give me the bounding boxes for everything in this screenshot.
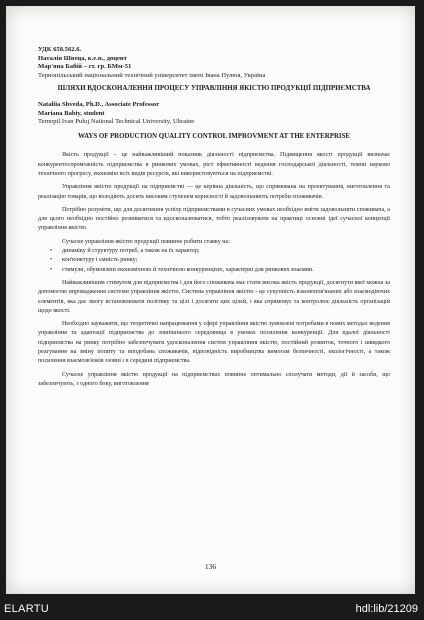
article-content [38, 46, 390, 389]
paragraph-6: Необхідно зауважити, що теоретичні напрацювання у сфері управління якістю зумовлені потребами в нових методах ведення управління та адаптації підприємства до зовнішнього середовища в умовах посилення конкуренції. Для вдалої діяльності підприємства на ринку потрібно забезпечувати удосконалення систем управління якістю, постійний розвиток, точного і швидкого реагування на зміну попиту та вподобань споживачів, відповідність виробництва вимогам безпечності, екологічності, а також посилення взаємозв'язків ззовні і в середині підприємства. [38, 321, 390, 365]
list-item: • стимули, обумовлені економічною й технічною конкуренцією, характерні для ринкових взаємин. [38, 266, 390, 275]
author-1-ua: Наталія Швеца, к.е.н., доцент [38, 54, 127, 62]
udc-code: УДК 658.562.6. [38, 46, 82, 53]
list-item: • кон'юнктуру і ємність ринку; [38, 256, 390, 265]
university-en: Ternopil Ivan Puluj National Technical University, Ukraine [38, 118, 195, 126]
paragraph-7: Сучасне управління якістю продукції на підприємствах повинне оптимально сполучати методи, дії й засоби, що забезпечують, з одного боку, виготовлення [38, 371, 390, 387]
author-1-en: Nataliia Shveda, Ph.D., Associate Professor [38, 100, 160, 108]
handle-identifier: hdl:lib/21209 [355, 603, 418, 615]
bullet-icon: • [50, 266, 53, 273]
paragraph-1: Якість продукції – це найважливіший показник діяльності підприємства. Підвищення якості продукції визначає конкурентоспроможність підприємства в ринкових умовах, ріст ефективності ведення господарської діяльності, темпи науково технічного прогресу, економію всіх видів ресурсів, які використовуються на підприємстві. [38, 152, 390, 177]
author-2-ua: Мар'яна Бабій – ст. гр. БМм-51 [38, 63, 132, 71]
paragraph-5: Найважливішим стимулом для підприємства і для його споживача має стати висока якість продукції, досягнути якої можна за допомогою впровадження системи управління якістю. Система управління якістю - це сукупність взаємопов'язаних або взаємодіючих елементів, яка дає змогу встановлювати політику та цілі і досягати цих цілей, і яка спрямовує та контролює діяльність організацій щодо якості. [38, 279, 390, 314]
bullet-icon: • [50, 248, 53, 255]
university-ua: Тернопільський національний технічний університет імені Івана Пулюя, Україна [38, 71, 266, 79]
document-page [6, 6, 415, 594]
author-2-en: Mariana Babiy, student [38, 109, 105, 117]
paragraph-3: Потрібно розуміти, що для досягнення успіху підприємствами в сучасних умовах необхідно вміти задовольняти споживача, а для цього необхідно постійно розвиватися та вдосконалюватися, тобто реалізовувати на практиці основні ідеї сучасної концепції управління якістю. [38, 206, 390, 232]
article-title-ua: ШЛЯХИ ВДОСКОНАЛЕННЯ ПРОЦЕСУ УПРАВЛІННЯ ЯКІСТЮ ПРОДУКЦІЇ ПІДПРИЄМСТВА [57, 85, 371, 93]
list-item: • динаміку й структуру потреб, а також на їх характер; [38, 247, 390, 256]
bullet-icon: • [50, 257, 53, 264]
paragraph-2: Управління якістю продукції на підприємстві — це керівна діяльність, що спрямована на проектування, виготовлення та реалізацію товарів, що володіють досить високим ступенем корисності й задовольняють потреби споживачів. [38, 184, 390, 200]
paragraph-4: Сучасне управління якістю продукції повинне робити ставку на: [62, 238, 230, 245]
page-number: 136 [204, 562, 217, 571]
repository-label: ELARTU [4, 603, 49, 615]
article-title-en: WAYS OF PRODUCTION QUALITY CONTROL IMPROVMENT AT THE ENTERPRISE [77, 132, 351, 140]
requirements-list [38, 247, 390, 275]
